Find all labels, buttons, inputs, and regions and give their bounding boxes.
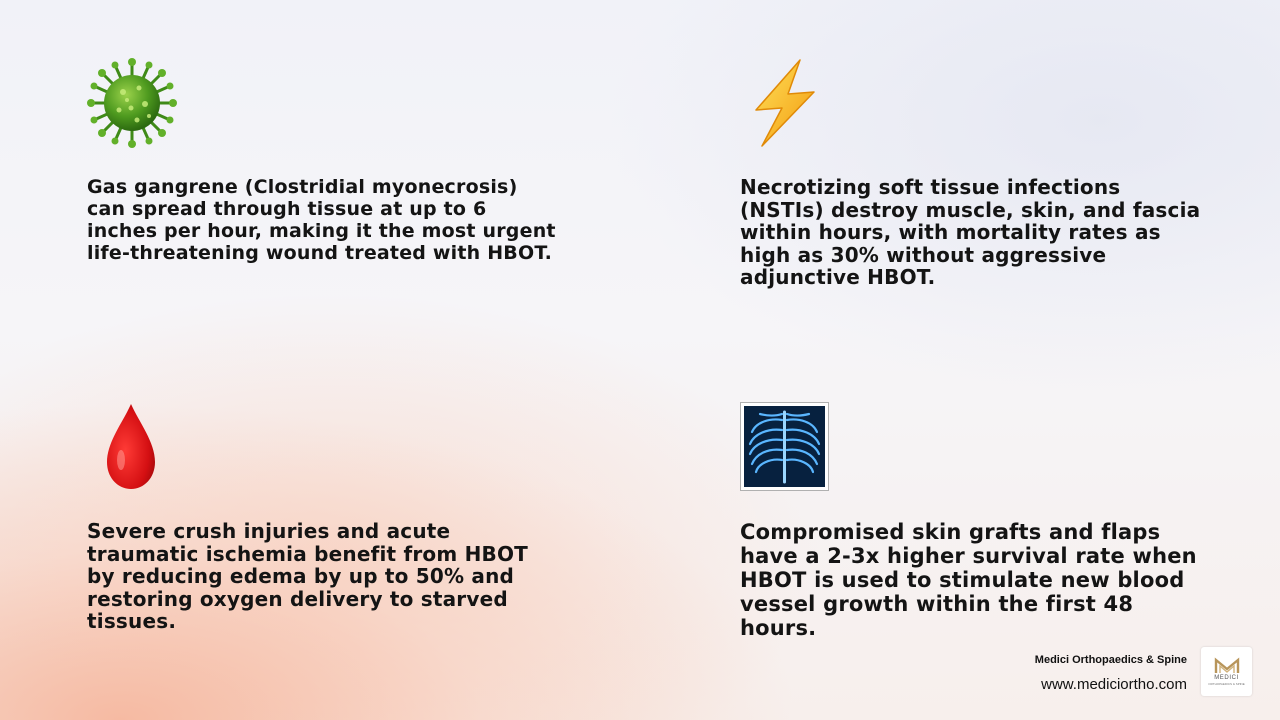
- logo-wordmark: MEDICI: [1214, 675, 1239, 681]
- card-text: Necrotizing soft tissue infections (NSTIs) destroy muscle, skin, and fascia within hours, with mortality rates as high as 30% without aggressive adjunctive HBOT.: [740, 175, 1201, 289]
- footer-website-link[interactable]: www.mediciortho.com: [1041, 676, 1187, 693]
- logo-tagline: ORTHOPAEDICS & SPINE: [1208, 682, 1245, 686]
- logo-mark-icon: [1214, 657, 1240, 675]
- xray-icon: [740, 402, 829, 495]
- brand-logo: [1201, 647, 1252, 696]
- blood-drop-icon: [103, 402, 159, 496]
- virus-icon: [87, 58, 177, 152]
- card-text: Severe crush injuries and acute traumatic ischemia benefit from HBOT by reducing edema by up to 50% and restoring oxygen delivery to starved tissues.: [87, 519, 528, 633]
- card-text: Compromised skin grafts and flaps have a 2-3x higher survival rate when HBOT is used to stimulate new blood vessel growth within the first 48 hours.: [740, 520, 1197, 640]
- card-text: Gas gangrene (Clostridial myonecrosis) can spread through tissue at up to 6 inches per hour, making it the most urgent life-threatening wound treated with HBOT.: [87, 176, 556, 264]
- footer-brand-name: Medici Orthopaedics & Spine: [1034, 654, 1187, 666]
- lightning-icon: [752, 58, 818, 152]
